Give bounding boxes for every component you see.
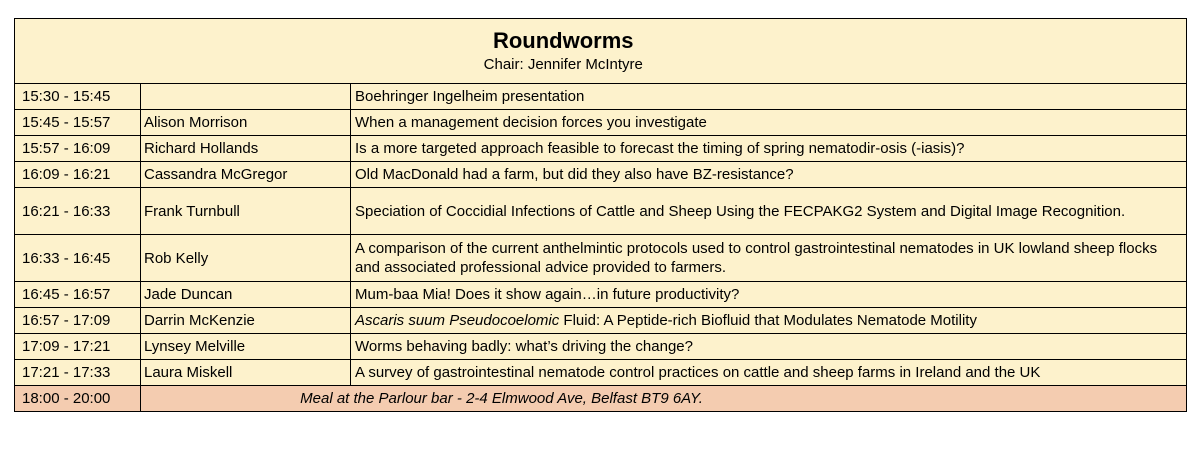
speaker-name: Richard Hollands [141, 136, 351, 162]
talk-title: When a management decision forces you investigate [351, 110, 1187, 136]
talk-title: Boehringer Ingelheim presentation [351, 84, 1187, 110]
speaker-name: Rob Kelly [141, 235, 351, 282]
talk-title: A comparison of the current anthelmintic protocols used to control gastrointestinal nematodes in UK lowland sheep flocks and associated professional advice provided to farmers. [351, 235, 1187, 282]
time-slot: 15:57 - 16:09 [15, 136, 141, 162]
speaker-name: Cassandra McGregor [141, 162, 351, 188]
time-slot: 15:45 - 15:57 [15, 110, 141, 136]
speaker-name: Lynsey Melville [141, 334, 351, 360]
time-slot: 16:45 - 16:57 [15, 282, 141, 308]
session-header-row [15, 19, 1187, 84]
schedule-row [15, 334, 1187, 360]
speaker-name: Jade Duncan [141, 282, 351, 308]
schedule-row [15, 162, 1187, 188]
talk-title: Is a more targeted approach feasible to forecast the timing of spring nematodir-osis (-iasis)? [351, 136, 1187, 162]
schedule-row [15, 360, 1187, 386]
time-slot: 16:33 - 16:45 [15, 235, 141, 282]
schedule-row [15, 136, 1187, 162]
speaker-name: Alison Morrison [141, 110, 351, 136]
talk-title: A survey of gastrointestinal nematode control practices on cattle and sheep farms in Ireland and the UK [351, 360, 1187, 386]
schedule-row [15, 235, 1187, 282]
schedule-row [15, 282, 1187, 308]
talk-title-italic: Ascaris suum Pseudocoelomic [355, 312, 560, 329]
schedule-row [15, 188, 1187, 235]
time-slot: 16:21 - 16:33 [15, 188, 141, 235]
meal-time: 18:00 - 20:00 [15, 386, 141, 412]
talk-title: Worms behaving badly: what’s driving the change? [351, 334, 1187, 360]
time-slot: 15:30 - 15:45 [15, 84, 141, 110]
schedule-row [15, 84, 1187, 110]
talk-title: Old MacDonald had a farm, but did they also have BZ-resistance? [351, 162, 1187, 188]
schedule-table [14, 18, 1187, 412]
time-slot: 17:09 - 17:21 [15, 334, 141, 360]
speaker-name: Frank Turnbull [141, 188, 351, 235]
header-blank-cell [15, 19, 141, 84]
speaker-name [141, 84, 351, 110]
meal-details: Meal at the Parlour bar - 2-4 Elmwood Ave, Belfast BT9 6AY. [141, 386, 1187, 412]
talk-title: Mum-baa Mia! Does it show again…in future productivity? [351, 282, 1187, 308]
time-slot: 16:09 - 16:21 [15, 162, 141, 188]
time-slot: 17:21 - 17:33 [15, 360, 141, 386]
speaker-name: Darrin McKenzie [141, 308, 351, 334]
talk-title-rest: Fluid: A Peptide-rich Biofluid that Modulates Nematode Motility [559, 312, 977, 329]
talk-title: Speciation of Coccidial Infections of Cattle and Sheep Using the FECPAKG2 System and Digital Image Recognition. [351, 188, 1187, 235]
meal-row [15, 386, 1187, 412]
session-header [141, 19, 1187, 84]
session-title: Roundworms [492, 28, 634, 53]
session-chair: Chair: Jennifer McIntyre [483, 56, 643, 73]
time-slot: 16:57 - 17:09 [15, 308, 141, 334]
schedule-row [15, 308, 1187, 334]
speaker-name: Laura Miskell [141, 360, 351, 386]
schedule-row [15, 110, 1187, 136]
talk-title [351, 308, 1187, 334]
